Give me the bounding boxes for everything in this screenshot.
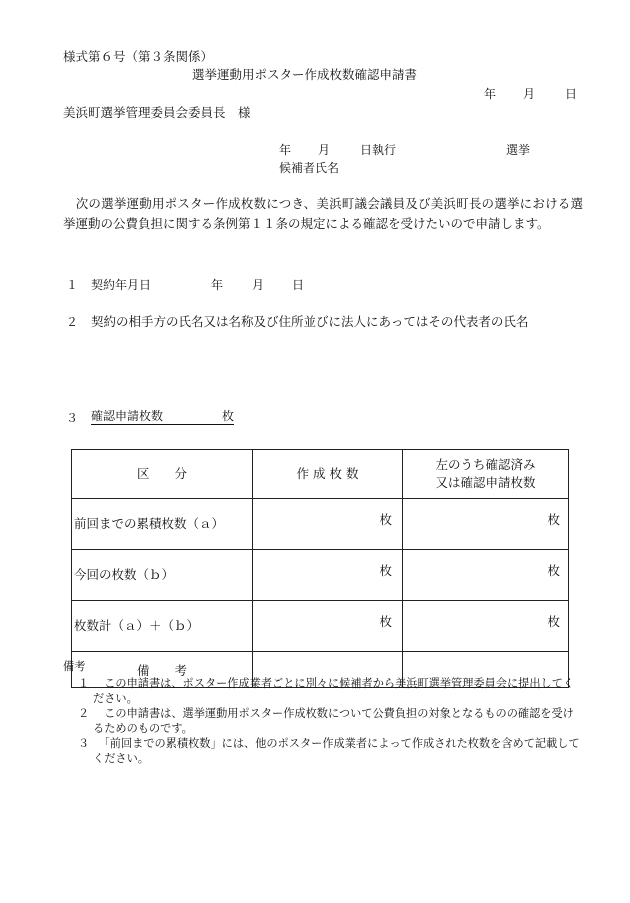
created-count-cell[interactable]: 枚 bbox=[253, 601, 403, 652]
note-number: ３ bbox=[78, 737, 90, 750]
date-month: 月 bbox=[523, 87, 536, 101]
document-title: 選挙運動用ポスター作成枚数確認申請書 bbox=[192, 67, 418, 82]
header-category: 区 分 bbox=[72, 450, 253, 499]
candidate-name-label: 候補者氏名 bbox=[279, 161, 340, 175]
row-label: 今回の枚数（ｂ） bbox=[72, 550, 253, 601]
election-month: 月 bbox=[318, 143, 331, 157]
header-confirmed-count bbox=[403, 450, 569, 499]
item1-day: 日 bbox=[292, 278, 305, 292]
notes-heading: 備考 bbox=[63, 660, 86, 673]
table-header-row bbox=[72, 450, 569, 499]
date-day: 日 bbox=[565, 87, 578, 101]
header-confirmed-line2: 又は確認申請枚数 bbox=[435, 475, 536, 490]
count-table bbox=[71, 449, 569, 688]
date-year: 年 bbox=[484, 87, 497, 101]
table-row bbox=[72, 550, 569, 601]
election-label: 選挙 bbox=[506, 143, 531, 157]
item3-field bbox=[91, 410, 234, 425]
election-exec-day: 日執行 bbox=[360, 143, 397, 157]
note-item bbox=[63, 736, 583, 766]
note-text: 「前回までの累積枚数」には、他のポスター作成業者によって作成された枚数を含めて記載してください。 bbox=[93, 737, 580, 765]
item3-number: ３ bbox=[66, 411, 79, 425]
note-number: ２ bbox=[78, 707, 90, 720]
item3-label: 確認申請枚数 bbox=[91, 409, 164, 423]
election-year: 年 bbox=[279, 143, 292, 157]
row-label: 枚数計（ａ）＋（ｂ） bbox=[72, 601, 253, 652]
addressee: 美浜町選挙管理委員会委員長 様 bbox=[63, 105, 251, 120]
created-count-cell[interactable]: 枚 bbox=[253, 499, 403, 550]
item1-number: １ bbox=[66, 278, 79, 292]
item3-unit: 枚 bbox=[221, 409, 234, 423]
item2-label: 契約の相手方の氏名又は名称及び住所並びに法人にあってはその代表者の氏名 bbox=[91, 314, 529, 329]
confirmed-count-cell[interactable]: 枚 bbox=[403, 499, 569, 550]
header-created-count: 作 成 枚 数 bbox=[253, 450, 403, 499]
note-item bbox=[63, 706, 583, 736]
item2-number: ２ bbox=[66, 315, 79, 329]
remarks-label: 備 考 bbox=[72, 652, 253, 688]
item1-month: 月 bbox=[252, 278, 265, 292]
note-text: この申請書は、ポスター作成業者ごとに別々に候補者から美浜町選挙管理委員会に提出してください。 bbox=[93, 677, 575, 705]
note-item bbox=[63, 676, 583, 706]
note-text: この申請書は、選挙運動用ポスター作成枚数について公費負担の対象となるものの確認を受けるためのものです。 bbox=[93, 707, 574, 735]
confirmed-count-cell[interactable]: 枚 bbox=[403, 550, 569, 601]
request-body: 次の選挙運動用ポスター作成枚数につき、美浜町議会議員及び美浜町長の選挙における選挙運動の公費負担に関する条例第１１条の規定による確認を受けたいので申請します。 bbox=[63, 196, 583, 231]
header-confirmed-line1: 左のうち確認済み bbox=[435, 457, 536, 472]
table-row bbox=[72, 601, 569, 652]
notes-section bbox=[63, 659, 583, 766]
item1-label: 契約年月日 bbox=[91, 278, 152, 292]
note-number: １ bbox=[78, 677, 90, 690]
form-number: 様式第６号（第３条関係） bbox=[63, 49, 214, 64]
row-label: 前回までの累積枚数（ａ） bbox=[72, 499, 253, 550]
item1-year: 年 bbox=[211, 278, 224, 292]
table-row bbox=[72, 499, 569, 550]
created-count-cell[interactable]: 枚 bbox=[253, 550, 403, 601]
confirmed-count-cell[interactable]: 枚 bbox=[403, 601, 569, 652]
